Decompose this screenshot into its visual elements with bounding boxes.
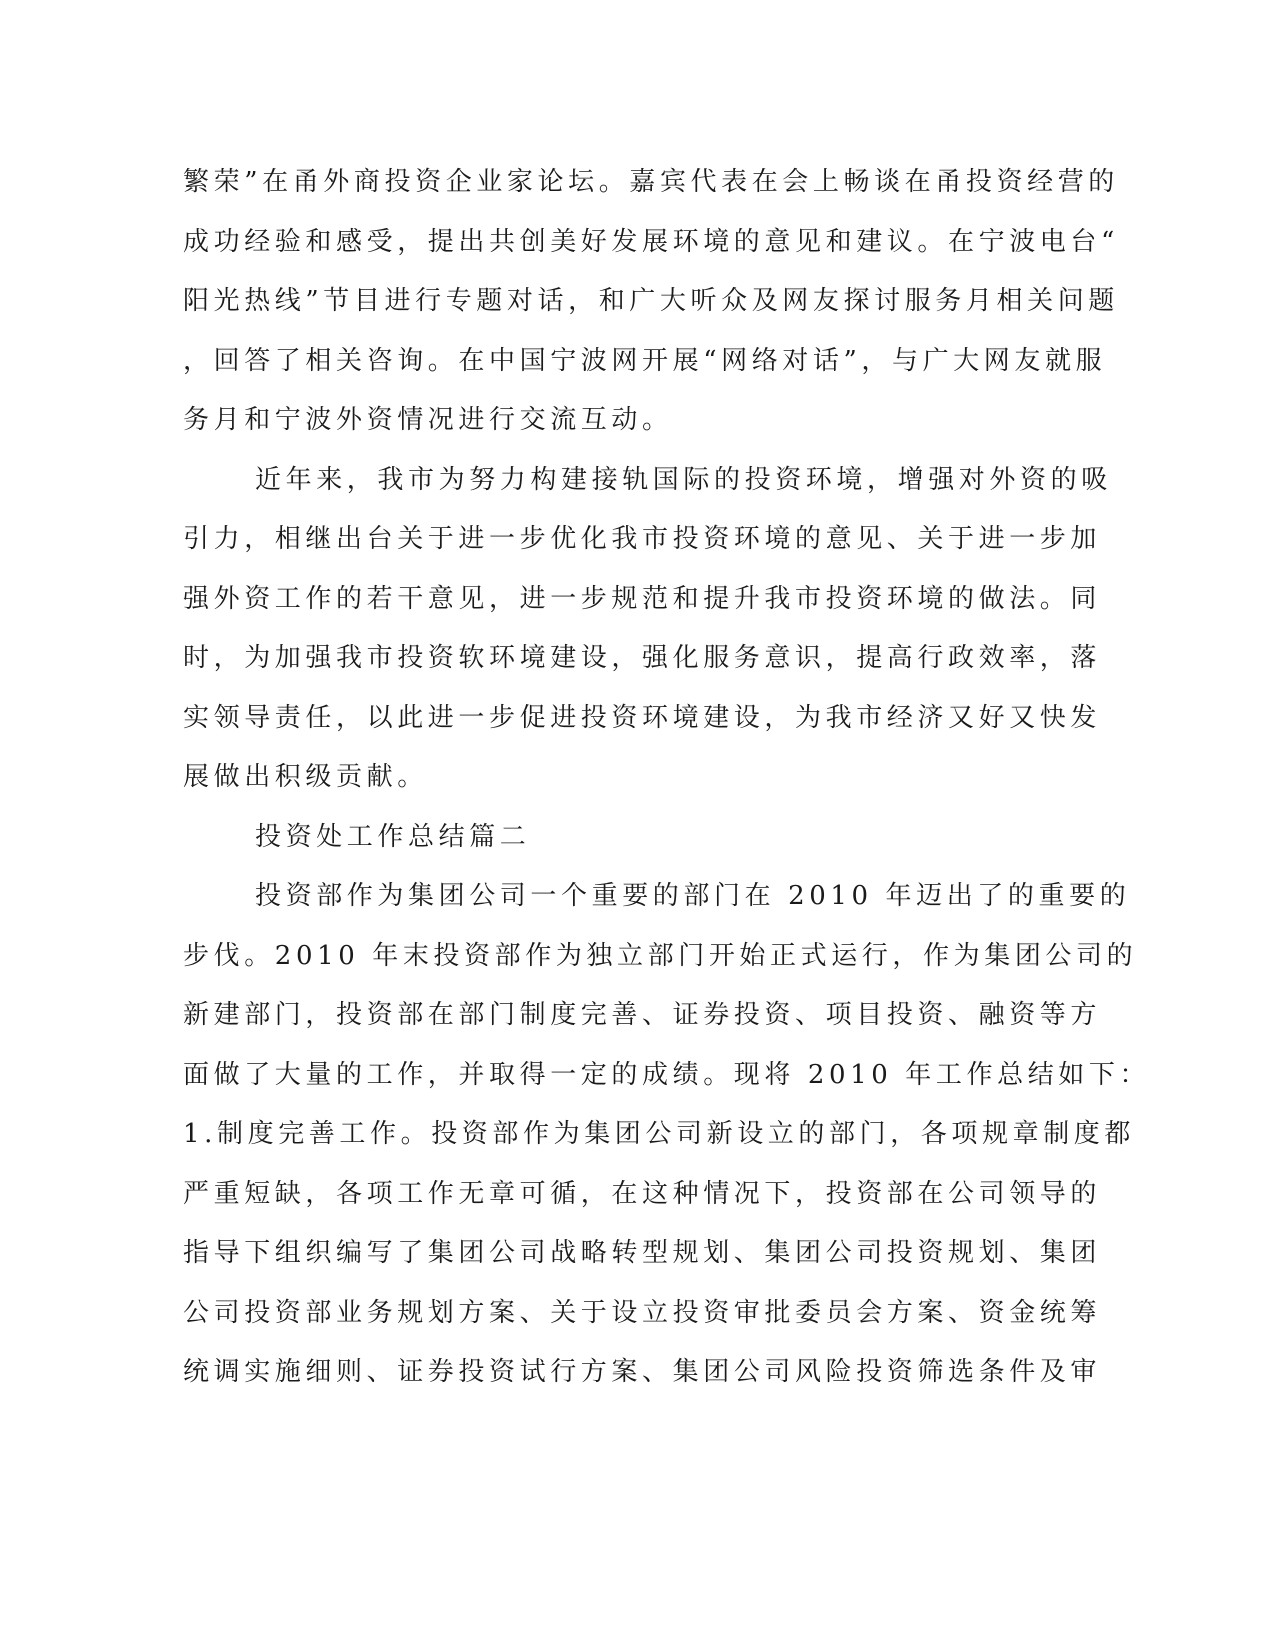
text-line: 展做出积级贡献。 [183, 762, 428, 792]
text-line: 步伐。2010 年末投资部作为独立部门开始正式运行，作为集团公司的 [183, 940, 1138, 971]
section-heading: 投资处工作总结篇二 [255, 821, 531, 852]
text-line: 严重短缺，各项工作无章可循，在这种情况下，投资部在公司领导的 [183, 1178, 1102, 1209]
list-item-first-line: 1.制度完善工作。投资部作为集团公司新设立的部门，各项规章制度都 [183, 1119, 1136, 1149]
text-line: 新建部门，投资部在部门制度完善、证券投资、项目投资、融资等方 [183, 1000, 1102, 1030]
text-line: 强外资工作的若干意见，进一步规范和提升我市投资环境的做法。同 [183, 583, 1102, 614]
text-line: 繁荣”在甬外商投资企业家论坛。嘉宾代表在会上畅谈在甬投资经营的 [183, 167, 1119, 197]
text-line: 阳光热线”节目进行专题对话，和广大听众及网友探讨服务月相关问题 [183, 286, 1119, 316]
text-line: 面做了大量的工作，并取得一定的成绩。现将 2010 年工作总结如下： [183, 1059, 1151, 1090]
text-line: 统调实施细则、证券投资试行方案、集团公司风险投资筛选条件及审 [183, 1357, 1102, 1387]
text-line: 时，为加强我市投资软环境建设，强化服务意识，提高行政效率，落 [183, 643, 1102, 673]
body-text [183, 153, 1151, 1403]
text-line: 实领导责任，以此进一步促进投资环境建设，为我市经济又好又快发 [183, 702, 1102, 733]
text-line: 成功经验和感受，提出共创美好发展环境的意见和建议。在宁波电台“ [183, 226, 1119, 257]
text-line: 指导下组织编写了集团公司战略转型规划、集团公司投资规划、集团 [183, 1238, 1102, 1268]
text-line: 公司投资部业务规划方案、关于设立投资审批委员会方案、资金统筹 [183, 1297, 1102, 1328]
paragraph-first-line: 近年来，我市为努力构建接轨国际的投资环境，增强对外资的吸 [255, 464, 1112, 495]
paragraph-first-line: 投资部作为集团公司一个重要的部门在 2010 年迈出了的重要的 [255, 881, 1131, 911]
text-line: 务月和宁波外资情况进行交流互动。 [183, 405, 673, 435]
text-line: 引力，相继出台关于进一步优化我市投资环境的意见、关于进一步加 [183, 524, 1102, 554]
text-line: ，回答了相关咨询。在中国宁波网开展“网络对话”，与广大网友就服 [183, 345, 1107, 376]
